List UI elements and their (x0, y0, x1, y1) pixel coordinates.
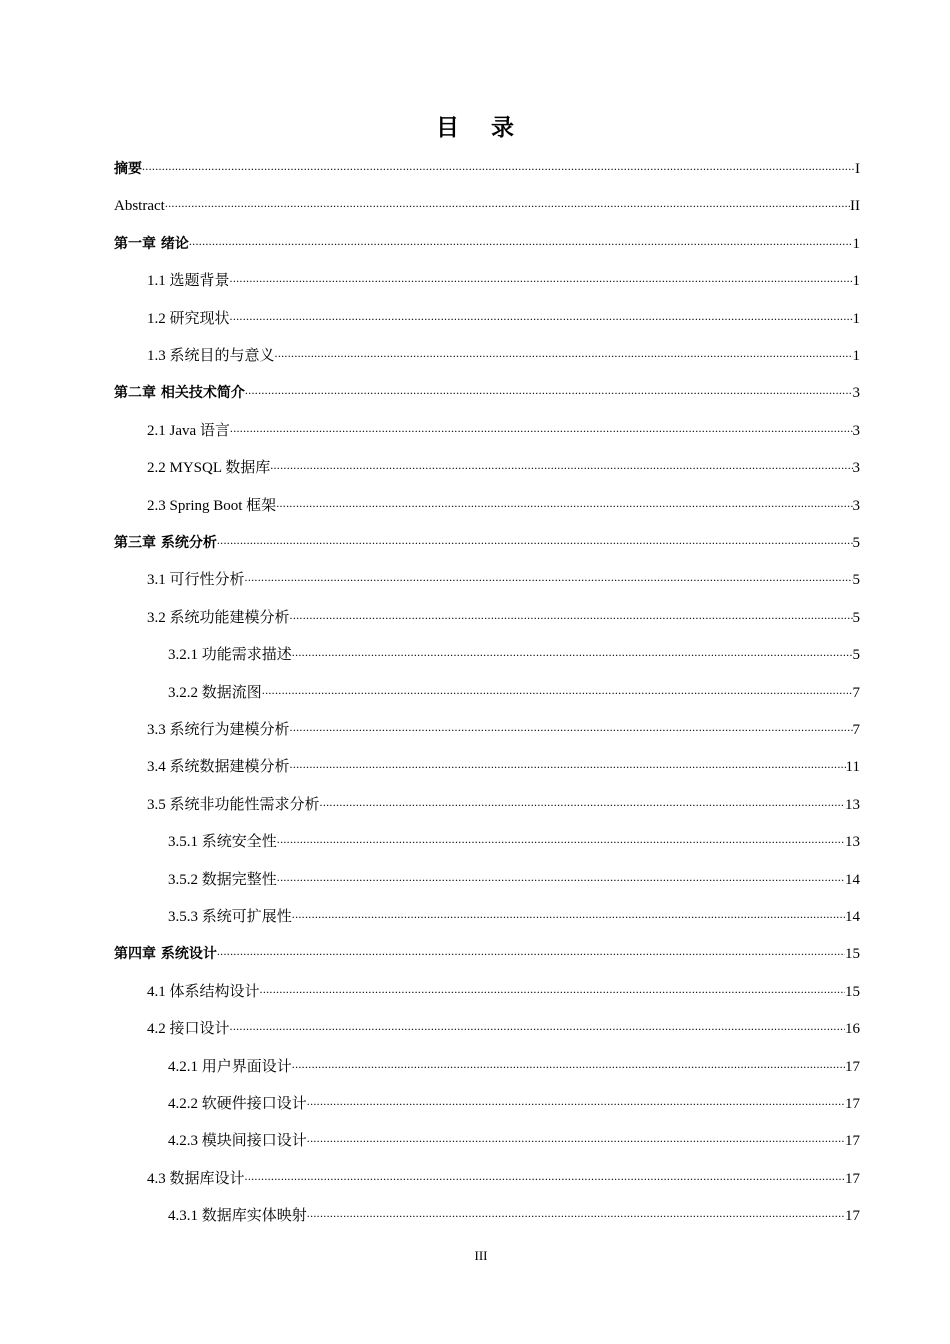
toc-entry-page: 14 (845, 909, 860, 925)
toc-entry-page: 15 (845, 946, 860, 962)
toc-entry-label: 第四章 系统设计 (114, 946, 217, 962)
toc-entry[interactable] (114, 151, 860, 177)
toc-dot-leader (290, 712, 853, 734)
toc-entry-page: 17 (845, 1059, 860, 1075)
toc-entry[interactable] (168, 1049, 860, 1075)
toc-entry-page: 17 (845, 1171, 860, 1187)
toc-entry-label: 4.2.1 用户界面设计 (168, 1059, 292, 1075)
toc-entry-label: 3.5 系统非功能性需求分析 (147, 797, 320, 813)
toc-dot-leader (292, 637, 853, 659)
toc-entry[interactable] (147, 263, 860, 289)
toc-dot-leader (292, 1049, 845, 1071)
toc-dot-leader (217, 525, 853, 547)
toc-entry-page: 3 (852, 498, 860, 514)
toc-dot-leader (307, 1198, 845, 1220)
toc-entry[interactable] (147, 974, 860, 1000)
toc-entry-label: 第三章 系统分析 (114, 535, 217, 551)
toc-dot-leader (307, 1086, 845, 1108)
toc-entry[interactable] (147, 450, 860, 476)
toc-dot-leader (290, 600, 853, 622)
toc-entry[interactable] (147, 338, 860, 364)
toc-entry-page: 5 (852, 647, 860, 663)
toc-entry-label: 4.2 接口设计 (147, 1021, 230, 1037)
toc-entry-label: 3.1 可行性分析 (147, 572, 245, 588)
toc-entry[interactable] (147, 562, 860, 588)
toc-entry[interactable] (168, 1198, 860, 1224)
toc-entry[interactable] (147, 1011, 860, 1037)
toc-entry-page: 7 (852, 722, 860, 738)
toc-dot-leader (245, 1161, 845, 1183)
toc-entry[interactable] (147, 301, 860, 327)
toc-entry-page: 5 (852, 572, 860, 588)
toc-dot-leader (245, 375, 853, 397)
toc-dot-leader (230, 301, 853, 323)
toc-dot-leader (276, 488, 852, 510)
toc-entry-page: 17 (845, 1096, 860, 1112)
toc-dot-leader (142, 151, 855, 173)
toc-entry-page: 11 (845, 759, 860, 775)
toc-entry-page: 13 (845, 834, 860, 850)
toc-dot-leader (262, 675, 853, 697)
toc-dot-leader (189, 226, 853, 248)
toc-entry-label: 1.1 选题背景 (147, 273, 230, 289)
toc-dot-leader (217, 936, 845, 958)
toc-entry-page: 17 (845, 1133, 860, 1149)
toc-entry[interactable] (114, 375, 860, 401)
toc-dot-leader (260, 974, 845, 996)
toc-entry-label: 4.1 体系结构设计 (147, 984, 260, 1000)
toc-entry-page: 1 (852, 236, 860, 252)
toc-entry[interactable] (147, 787, 860, 813)
toc-entry-label: 3.2.1 功能需求描述 (168, 647, 292, 663)
toc-dot-leader (270, 450, 852, 472)
toc-dot-leader (230, 413, 853, 435)
toc-entry-page: 17 (845, 1208, 860, 1224)
toc-entry-label: 摘要 (114, 161, 142, 177)
toc-entry[interactable] (168, 637, 860, 663)
toc-dot-leader (277, 862, 845, 884)
toc-entry-page: 1 (852, 311, 860, 327)
toc-entry-page: 3 (852, 460, 860, 476)
toc-entry-page: II (850, 198, 860, 214)
toc-dot-leader (290, 749, 846, 771)
toc-entry-label: 4.3 数据库设计 (147, 1171, 245, 1187)
toc-entry-label: 3.2.2 数据流图 (168, 685, 262, 701)
toc-entry-label: 第二章 相关技术简介 (114, 385, 245, 401)
toc-dot-leader (230, 1011, 845, 1033)
toc-entry-label: 4.2.2 软硬件接口设计 (168, 1096, 307, 1112)
toc-entry[interactable] (114, 188, 860, 214)
toc-entry-page: 3 (852, 423, 860, 439)
toc-dot-leader (277, 824, 845, 846)
toc-entry[interactable] (147, 1161, 860, 1187)
toc-entry-label: 3.2 系统功能建模分析 (147, 610, 290, 626)
toc-entry[interactable] (168, 862, 860, 888)
toc-entry-label: 2.1 Java 语言 (147, 423, 230, 439)
toc-dot-leader (230, 263, 853, 285)
toc-entry-page: 16 (845, 1021, 860, 1037)
toc-entry-label: 3.4 系统数据建模分析 (147, 759, 290, 775)
toc-entry-page: 14 (845, 872, 860, 888)
toc-entry[interactable] (147, 413, 860, 439)
toc-dot-leader (292, 899, 845, 921)
toc-entry[interactable] (168, 899, 860, 925)
toc-entry[interactable] (147, 488, 860, 514)
page-number: III (474, 1248, 488, 1263)
page-title: 目 录 (435, 115, 526, 141)
toc-entry[interactable] (168, 1123, 860, 1149)
toc-entry[interactable] (168, 824, 860, 850)
toc-dot-leader (320, 787, 845, 809)
toc-entry-label: 4.2.3 模块间接口设计 (168, 1133, 307, 1149)
toc-entry-label: 1.2 研究现状 (147, 311, 230, 327)
toc-dot-leader (165, 188, 850, 210)
toc-entry[interactable] (147, 749, 860, 775)
toc-entry-page: I (855, 161, 860, 177)
toc-entry-label: Abstract (114, 198, 165, 214)
toc-dot-leader (275, 338, 853, 360)
toc-entry-label: 第一章 绪论 (114, 236, 189, 252)
toc-entry[interactable] (168, 675, 860, 701)
toc-entry-label: 1.3 系统目的与意义 (147, 348, 275, 364)
toc-entry[interactable] (147, 600, 860, 626)
toc-entry-page: 1 (852, 273, 860, 289)
toc-entry[interactable] (147, 712, 860, 738)
toc-entry-page: 1 (852, 348, 860, 364)
toc-entry-label: 3.5.3 系统可扩展性 (168, 909, 292, 925)
toc-entry-label: 3.5.1 系统安全性 (168, 834, 277, 850)
toc-entry-label: 2.2 MYSQL 数据库 (147, 460, 271, 476)
toc-dot-leader (245, 562, 853, 584)
toc-entry[interactable] (114, 936, 860, 962)
toc-dot-leader (307, 1123, 845, 1145)
toc-entry-page: 5 (852, 535, 860, 551)
toc-entry-label: 3.3 系统行为建模分析 (147, 722, 290, 738)
toc-entry[interactable] (168, 1086, 860, 1112)
toc-entry-page: 5 (852, 610, 860, 626)
toc-entry-label: 4.3.1 数据库实体映射 (168, 1208, 307, 1224)
toc-entry-page: 3 (852, 385, 860, 401)
toc-entry[interactable] (114, 226, 860, 252)
toc-entry-label: 3.5.2 数据完整性 (168, 872, 277, 888)
toc-entry-label: 2.3 Spring Boot 框架 (147, 498, 277, 514)
toc-entry[interactable] (114, 525, 860, 551)
toc-entry-page: 13 (845, 797, 860, 813)
toc-entry-page: 7 (852, 685, 860, 701)
toc-entry-page: 15 (845, 984, 860, 1000)
